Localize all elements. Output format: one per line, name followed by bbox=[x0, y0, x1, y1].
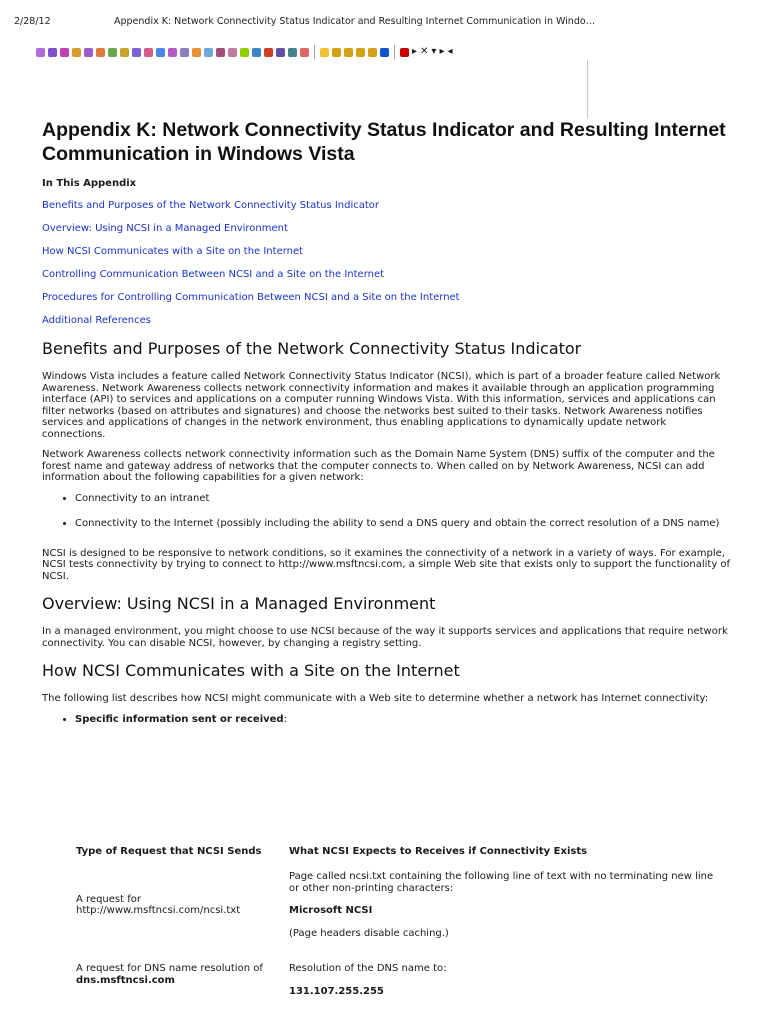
bullet-suffix: : bbox=[283, 713, 287, 725]
list-item: • Connectivity to an intranet bbox=[75, 493, 732, 505]
section-heading-overview: Overview: Using NCSI in a Managed Environment bbox=[42, 594, 436, 613]
paragraph: Network Awareness collects network connectivity information such as the Domain Name System (DNS) suffix of the computer and the forest name and gateway address of networks that the computer connects to. When called on by Network Awareness, NCSI can add information about the following capabilities for a given network: bbox=[42, 449, 715, 483]
list-item bbox=[75, 714, 732, 726]
section-heading-how-ncsi: How NCSI Communicates with a Site on the Internet bbox=[42, 661, 460, 680]
toolbar-glyph-icon[interactable]: ▸ bbox=[439, 46, 445, 57]
toolbar-button-icon[interactable] bbox=[356, 48, 365, 57]
toolbar-button-icon[interactable] bbox=[320, 48, 329, 57]
table-row bbox=[76, 871, 726, 963]
cell-text: Resolution of the DNS name to: bbox=[289, 963, 447, 974]
capabilities-list bbox=[42, 493, 732, 530]
toc-link-how-ncsi[interactable]: How NCSI Communicates with a Site on the Internet bbox=[42, 246, 304, 257]
table-row bbox=[76, 963, 726, 997]
cell-strong-text: dns.msftncsi.com bbox=[76, 974, 175, 986]
table-cell-expectation bbox=[289, 963, 726, 997]
toolbar-button-icon[interactable] bbox=[144, 48, 153, 57]
paragraph: In a managed environment, you might choose to use NCSI because of the way it supports services and applications that require network connectivity. You can disable NCSI, however, by changing a registry setting. bbox=[42, 626, 728, 649]
section-heading-benefits: Benefits and Purposes of the Network Connectivity Status Indicator bbox=[42, 339, 582, 358]
toolbar-button-icon[interactable] bbox=[368, 48, 377, 57]
toc-link-controlling[interactable]: Controlling Communication Between NCSI and a Site on the Internet bbox=[42, 269, 385, 280]
toolbar-button-icon[interactable] bbox=[400, 48, 409, 57]
list-item: • Connectivity to the Internet (possibly including the ability to send a DNS query and obtain the correct resolution of a DNS name) bbox=[75, 518, 732, 530]
toolbar-button-icon[interactable] bbox=[192, 48, 201, 57]
toolbar-button-icon[interactable] bbox=[72, 48, 81, 57]
toc-link-benefits[interactable]: Benefits and Purposes of the Network Connectivity Status Indicator bbox=[42, 200, 380, 211]
table-cell-expectation bbox=[289, 871, 726, 963]
document-content bbox=[42, 118, 732, 739]
toolbar-button-icon[interactable] bbox=[276, 48, 285, 57]
paragraph: Windows Vista includes a feature called Network Connectivity Status Indicator (NCSI), which is part of a broader feature called Network Awareness. Network Awareness collects network connectivity information and makes it available through an application programming interface (API) to services and applications on a computer running Windows Vista. With this information, services and applications can filter networks (based on attributes and signatures) and choose the networks best suited to their tasks. Network Awareness notifies services and applications of changes in the network environment, thus enabling applications to dynamically update network connections. bbox=[42, 371, 721, 440]
toc-heading: In This Appendix bbox=[42, 178, 137, 189]
toolbar-button-icon[interactable] bbox=[96, 48, 105, 57]
toc-link-additional-references[interactable]: Additional References bbox=[42, 315, 151, 326]
cell-text: (Page headers disable caching.) bbox=[289, 927, 449, 939]
toolbar-glyph-icon[interactable]: ✕ bbox=[420, 46, 429, 57]
toolbar-glyph-icon[interactable]: ▾ bbox=[431, 46, 437, 57]
toolbar-button-icon[interactable] bbox=[204, 48, 213, 57]
toolbar-button-icon[interactable] bbox=[300, 48, 309, 57]
paragraph: NCSI is designed to be responsive to network conditions, so it examines the connectivity of a network in a variety of ways. For example, NCSI tests connectivity by trying to connect to http://www.msftncsi.com, a simple Web site that exists only to support the functionality of NCSI. bbox=[42, 547, 731, 582]
paragraph: The following list describes how NCSI might communicate with a Web site to determine whether a network has Internet connectivity: bbox=[42, 693, 709, 704]
toolbar-divider-line bbox=[587, 60, 588, 118]
table-header-request: Type of Request that NCSI Sends bbox=[76, 846, 262, 857]
toolbar-button-icon[interactable] bbox=[108, 48, 117, 57]
toolbar-separator bbox=[314, 45, 315, 59]
toolbar-button-icon[interactable] bbox=[84, 48, 93, 57]
toolbar-button-icon[interactable] bbox=[180, 48, 189, 57]
table-header-row bbox=[76, 846, 726, 871]
toolbar-button-icon[interactable] bbox=[216, 48, 225, 57]
toolbar-button-icon[interactable] bbox=[132, 48, 141, 57]
communication-list bbox=[42, 714, 732, 726]
page-title: Appendix K: Network Connectivity Status Indicator and Resulting Internet Communication in Windows Vista bbox=[42, 119, 726, 165]
toolbar-button-icon[interactable] bbox=[344, 48, 353, 57]
cell-text: Page called ncsi.txt containing the following line of text with no terminating new line or other non-printing characters: bbox=[289, 871, 714, 894]
table-header-expectation: What NCSI Expects to Receives if Connectivity Exists bbox=[289, 846, 588, 857]
ncsi-request-table bbox=[76, 846, 726, 997]
toolbar-button-icon[interactable] bbox=[228, 48, 237, 57]
toolbar-separator bbox=[394, 45, 395, 59]
bullet-bold-text: Specific information sent or received bbox=[75, 713, 284, 725]
browser-toolbar bbox=[36, 43, 726, 61]
print-header bbox=[0, 0, 768, 30]
toolbar-button-icon[interactable] bbox=[380, 48, 389, 57]
toolbar-button-icon[interactable] bbox=[120, 48, 129, 57]
toolbar-button-icon[interactable] bbox=[332, 48, 341, 57]
toolbar-glyph-icon[interactable]: ▸ bbox=[412, 46, 418, 57]
toolbar-button-icon[interactable] bbox=[288, 48, 297, 57]
print-title: Appendix K: Network Connectivity Status Indicator and Resulting Internet Communication in Windo… bbox=[114, 16, 596, 27]
cell-strong-text: Microsoft NCSI bbox=[289, 905, 373, 916]
table-cell-request: A request for http://www.msftncsi.com/ncsi.txt bbox=[76, 893, 241, 916]
toolbar-button-icon[interactable] bbox=[264, 48, 273, 57]
print-date: 2/28/12 bbox=[14, 16, 51, 27]
toolbar-button-icon[interactable] bbox=[240, 48, 249, 57]
toolbar-button-icon[interactable] bbox=[36, 48, 45, 57]
toc-link-procedures[interactable]: Procedures for Controlling Communication Between NCSI and a Site on the Internet bbox=[42, 292, 460, 303]
toolbar-glyph-icon[interactable]: ◂ bbox=[447, 46, 453, 57]
toolbar-button-icon[interactable] bbox=[156, 48, 165, 57]
cell-text: A request for DNS name resolution of bbox=[76, 963, 263, 974]
toolbar-button-icon[interactable] bbox=[252, 48, 261, 57]
toolbar-button-icon[interactable] bbox=[60, 48, 69, 57]
table-cell-request bbox=[76, 963, 289, 997]
toolbar-button-icon[interactable] bbox=[168, 48, 177, 57]
toc-link-overview[interactable]: Overview: Using NCSI in a Managed Environment bbox=[42, 223, 288, 234]
toolbar-button-icon[interactable] bbox=[48, 48, 57, 57]
cell-strong-text: 131.107.255.255 bbox=[289, 985, 384, 997]
